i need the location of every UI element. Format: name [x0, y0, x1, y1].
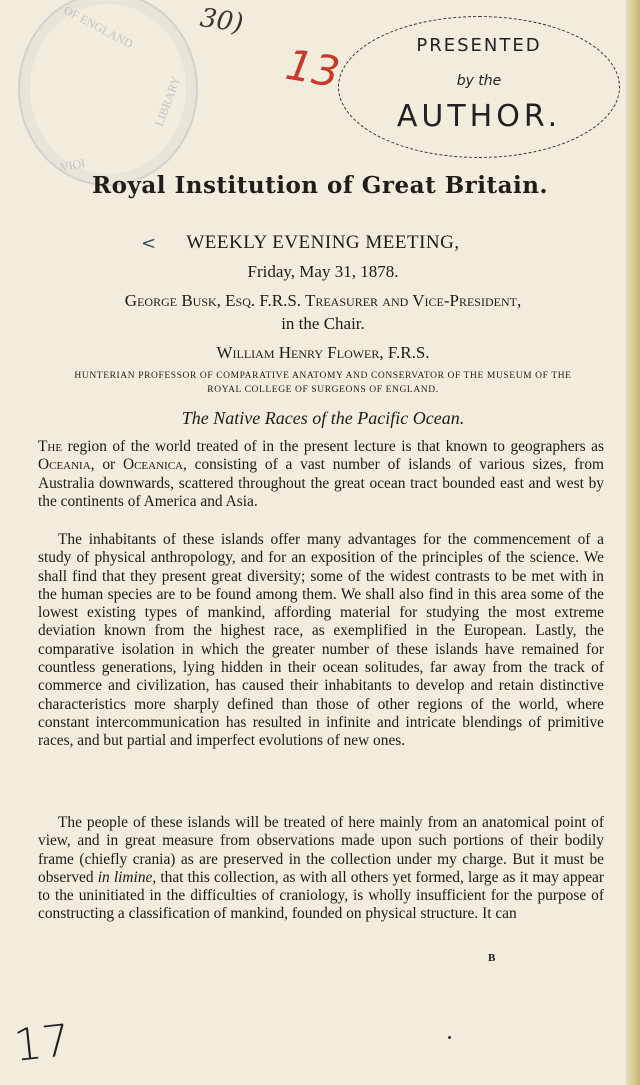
presented-by-author-stamp [338, 16, 620, 158]
term-oceanica: Oceanica [122, 456, 183, 474]
paragraph-3-text-b: , that this collection, as with all others yet formed, large as it may appear to the uninitiated in the difficulties of craniology, is wholly insufficient for the purpose of constructing a classification of mankind, founded on physical structure. It can [38, 868, 604, 923]
speaker-affiliation-line-2: ROYAL COLLEGE OF SURGEONS OF ENGLAND. [207, 385, 439, 395]
handwritten-inventory-number: 30) [198, 3, 246, 39]
paragraph-1-lead: The [38, 438, 63, 455]
signature-mark: B [488, 952, 496, 964]
term-oceania: Oceania [38, 456, 91, 474]
term-in-limine: in limine [97, 868, 153, 886]
paragraph-2 [38, 531, 604, 751]
meeting-heading: WEEKLY EVENING MEETING, [186, 232, 460, 253]
stamp-line-3: AUTHOR. [396, 99, 562, 134]
lecture-title: The Native Races of the Pacific Ocean. [181, 408, 465, 428]
paragraph-3 [38, 814, 604, 924]
check-mark: < [141, 233, 157, 254]
library-seal-stamp [18, 0, 198, 186]
speaker-name: William Henry Flower, F.R.S. [216, 343, 430, 362]
chair-line-2: in the Chair. [281, 314, 365, 333]
handwritten-folio-number: 17 [11, 1015, 73, 1072]
stamp-line-1: PRESENTED [416, 35, 542, 56]
speaker-affiliation-line-1: HUNTERIAN PROFESSOR OF COMPARATIVE ANATOMY AND CONSERVATOR OF THE MUSEUM OF THE [74, 371, 572, 381]
paragraph-1-text-c: , consisting of a vast number of islands of various sizes, from Australia downwards, scattered throughout the great ocean tract bounded east and west by the continents of America and Asia. [38, 456, 604, 510]
paragraph-2-text: The inhabitants of these islands offer many advantages for the commencement of a study of physical anthropology, and for an exposition of the principles of the science. We shall find that they present great diversity; some of the widest contrasts to be met with in the human species are to be found among them. We shall also find in this area some of the lowest existing types of mankind, affording material for studying the most extreme deviation known from the highest race, as exemplified in the European. Lastly, the comparative isolation in which the greater number of these islands have remained for countless generations, lying hidden in their ocean solitudes, far away from the track of commerce and civilization, has caused their inhabitants to develop and retain distinctive characteristics more sharply defined than those of other regions of the world, where constant intercommunication has resulted in infinite and intricate blendings of primitive races, and but partial and imperfect evolutions of new ones. [38, 531, 604, 750]
seal-text-right: LIBRARY [152, 74, 184, 129]
seal-text-top: OF ENGLAND [61, 2, 136, 52]
stamp-line-2: by the [456, 73, 502, 89]
seal-text-bottom: VIOI [58, 155, 87, 175]
paragraph-1 [38, 438, 604, 511]
meeting-date: Friday, May 31, 1878. [247, 262, 399, 281]
handwritten-red-mark: 13 [282, 39, 344, 98]
institution-heading: Royal Institution of Great Britain. [92, 172, 548, 199]
ink-dot [448, 1036, 451, 1039]
chair-line-1: George Busk, Esq. F.R.S. Treasurer and Vice-President, [124, 291, 522, 310]
paragraph-3-text-a: The people of these islands will be treated of here mainly from an anatomical point of view, and in great measure from observations made upon such portions of their bodily frame (chiefly crania) as are preserved in the collection under my charge. But it must be observed [38, 814, 604, 886]
paragraph-1-text-a: region of the world treated of in the present lecture is that known to geographers as [62, 438, 604, 455]
page-edge [626, 0, 640, 1085]
paragraph-1-text-b: , or [90, 456, 123, 474]
